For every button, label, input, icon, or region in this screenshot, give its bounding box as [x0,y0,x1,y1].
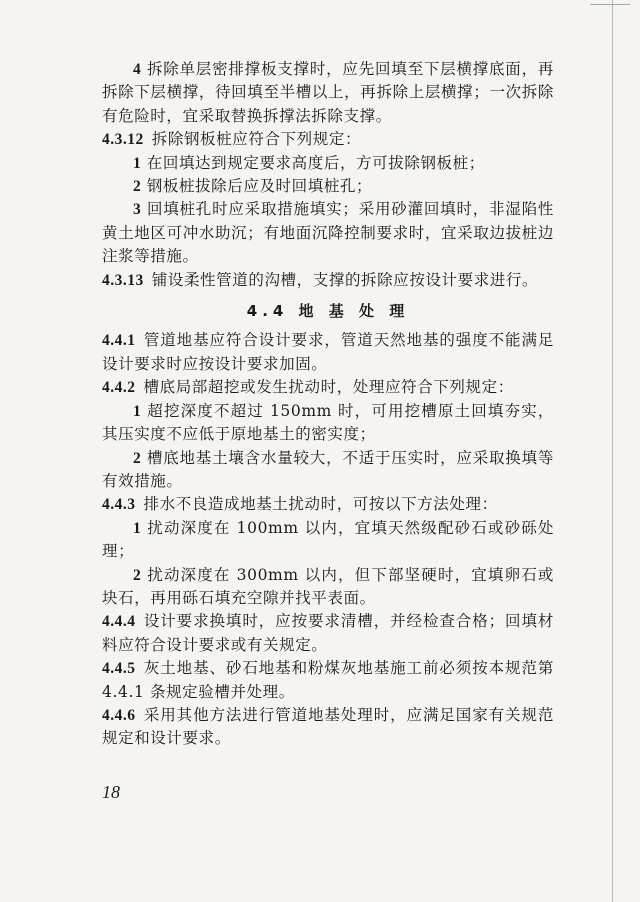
paragraph-text: 设计要求换填时，应按要求清槽，并经检查合格；回填材料应符合设计要求或有关规定。 [102,612,554,654]
item-number: 2 [133,566,141,584]
paragraph-text: 拆除单层密排撑板支撑时，应先回填至下层横撑底面，再拆除下层横撑，待回填至半槽以上，再拆除上层横撑；一次拆除有危险时，宜采取替换拆撑法拆除支撑。 [102,60,554,125]
list-item [102,517,554,564]
clause-paragraph [102,128,554,151]
paragraph-text: 管道地基应符合设计要求，管道天然地基的强度不能满足设计要求时应按设计要求加固。 [102,331,554,373]
clause-number: 4.3.12 [102,131,144,149]
list-item [102,175,554,198]
paragraph-text: 采用其他方法进行管道地基处理时，应满足国家有关规范规定和设计要求。 [102,705,554,748]
document-body [102,58,554,751]
clause-paragraph [102,493,554,516]
clause-paragraph [102,657,554,704]
clause-paragraph [102,329,554,376]
item-number: 1 [133,402,141,420]
clause-paragraph [102,269,554,292]
paragraph-text: 超挖深度不超过 150mm 时，可用挖槽原土回填夯实，其压实度不应低于原地基土的密实度； [102,401,554,444]
section-heading: 4.4 地 基 处 理 [246,302,410,321]
paragraph-text: 扰动深度在 300mm 以内，但下部坚硬时，宜填卵石或块石，再用砾石填充空隙并找平表面。 [102,565,554,607]
list-item [102,400,554,447]
clause-number: 4.4.4 [102,613,136,631]
page-number: 18 [102,782,120,802]
list-item [102,198,554,268]
paragraph-text: 拆除钢板桩应符合下列规定： [151,130,362,149]
clause-number: 4.4.3 [102,496,136,514]
paragraph-text: 在回填达到规定要求高度后，方可拔除钢板桩； [146,153,485,172]
item-number: 2 [133,178,141,196]
item-number: 3 [133,201,141,219]
item-number: 2 [133,449,141,467]
clause-number: 4.4.5 [102,660,136,678]
clause-number: 4.3.13 [102,271,144,289]
clause-number: 4.4.6 [102,706,136,724]
list-item [102,564,554,611]
list-item [102,447,554,494]
paragraph-text: 扰动深度在 100mm 以内，宜填天然级配砂石或砂砾处理； [102,518,554,561]
page-edge-mark [590,4,630,5]
list-item [102,58,554,128]
clause-paragraph [102,376,554,399]
paragraph-text: 回填桩孔时应采取措施填实；采用砂灌回填时，非湿陷性黄土地区可冲水助沉；有地面沉降控制要求时，宜采取边拔桩边注浆等措施。 [102,200,554,266]
paragraph-text: 铺设柔性管道的沟槽，支撑的拆除应按设计要求进行。 [151,270,539,289]
paragraph-text: 槽底地基土壤含水量较大，不适于压实时，应采取换填等有效措施。 [102,448,554,490]
item-number: 1 [133,519,141,537]
clause-number: 4.4.1 [102,332,136,350]
item-number: 4 [133,61,141,78]
clause-number: 4.4.2 [102,379,136,397]
clause-paragraph [102,610,554,657]
paragraph-text: 排水不良造成地基土扰动时，可按以下方法处理： [143,495,498,514]
list-item [102,152,554,175]
paragraph-text: 钢板桩拔除后应及时回填桩孔； [146,177,373,196]
page-edge-line [612,0,613,902]
item-number: 1 [133,154,141,172]
paragraph-text: 灰土地基、砂石地基和粉煤灰地基施工前必须按本规范第 4.4.1 条规定验槽并处理。 [102,659,554,701]
clause-paragraph [102,704,554,751]
paragraph-text: 槽底局部超挖或发生扰动时，处理应符合下列规定： [143,378,514,397]
